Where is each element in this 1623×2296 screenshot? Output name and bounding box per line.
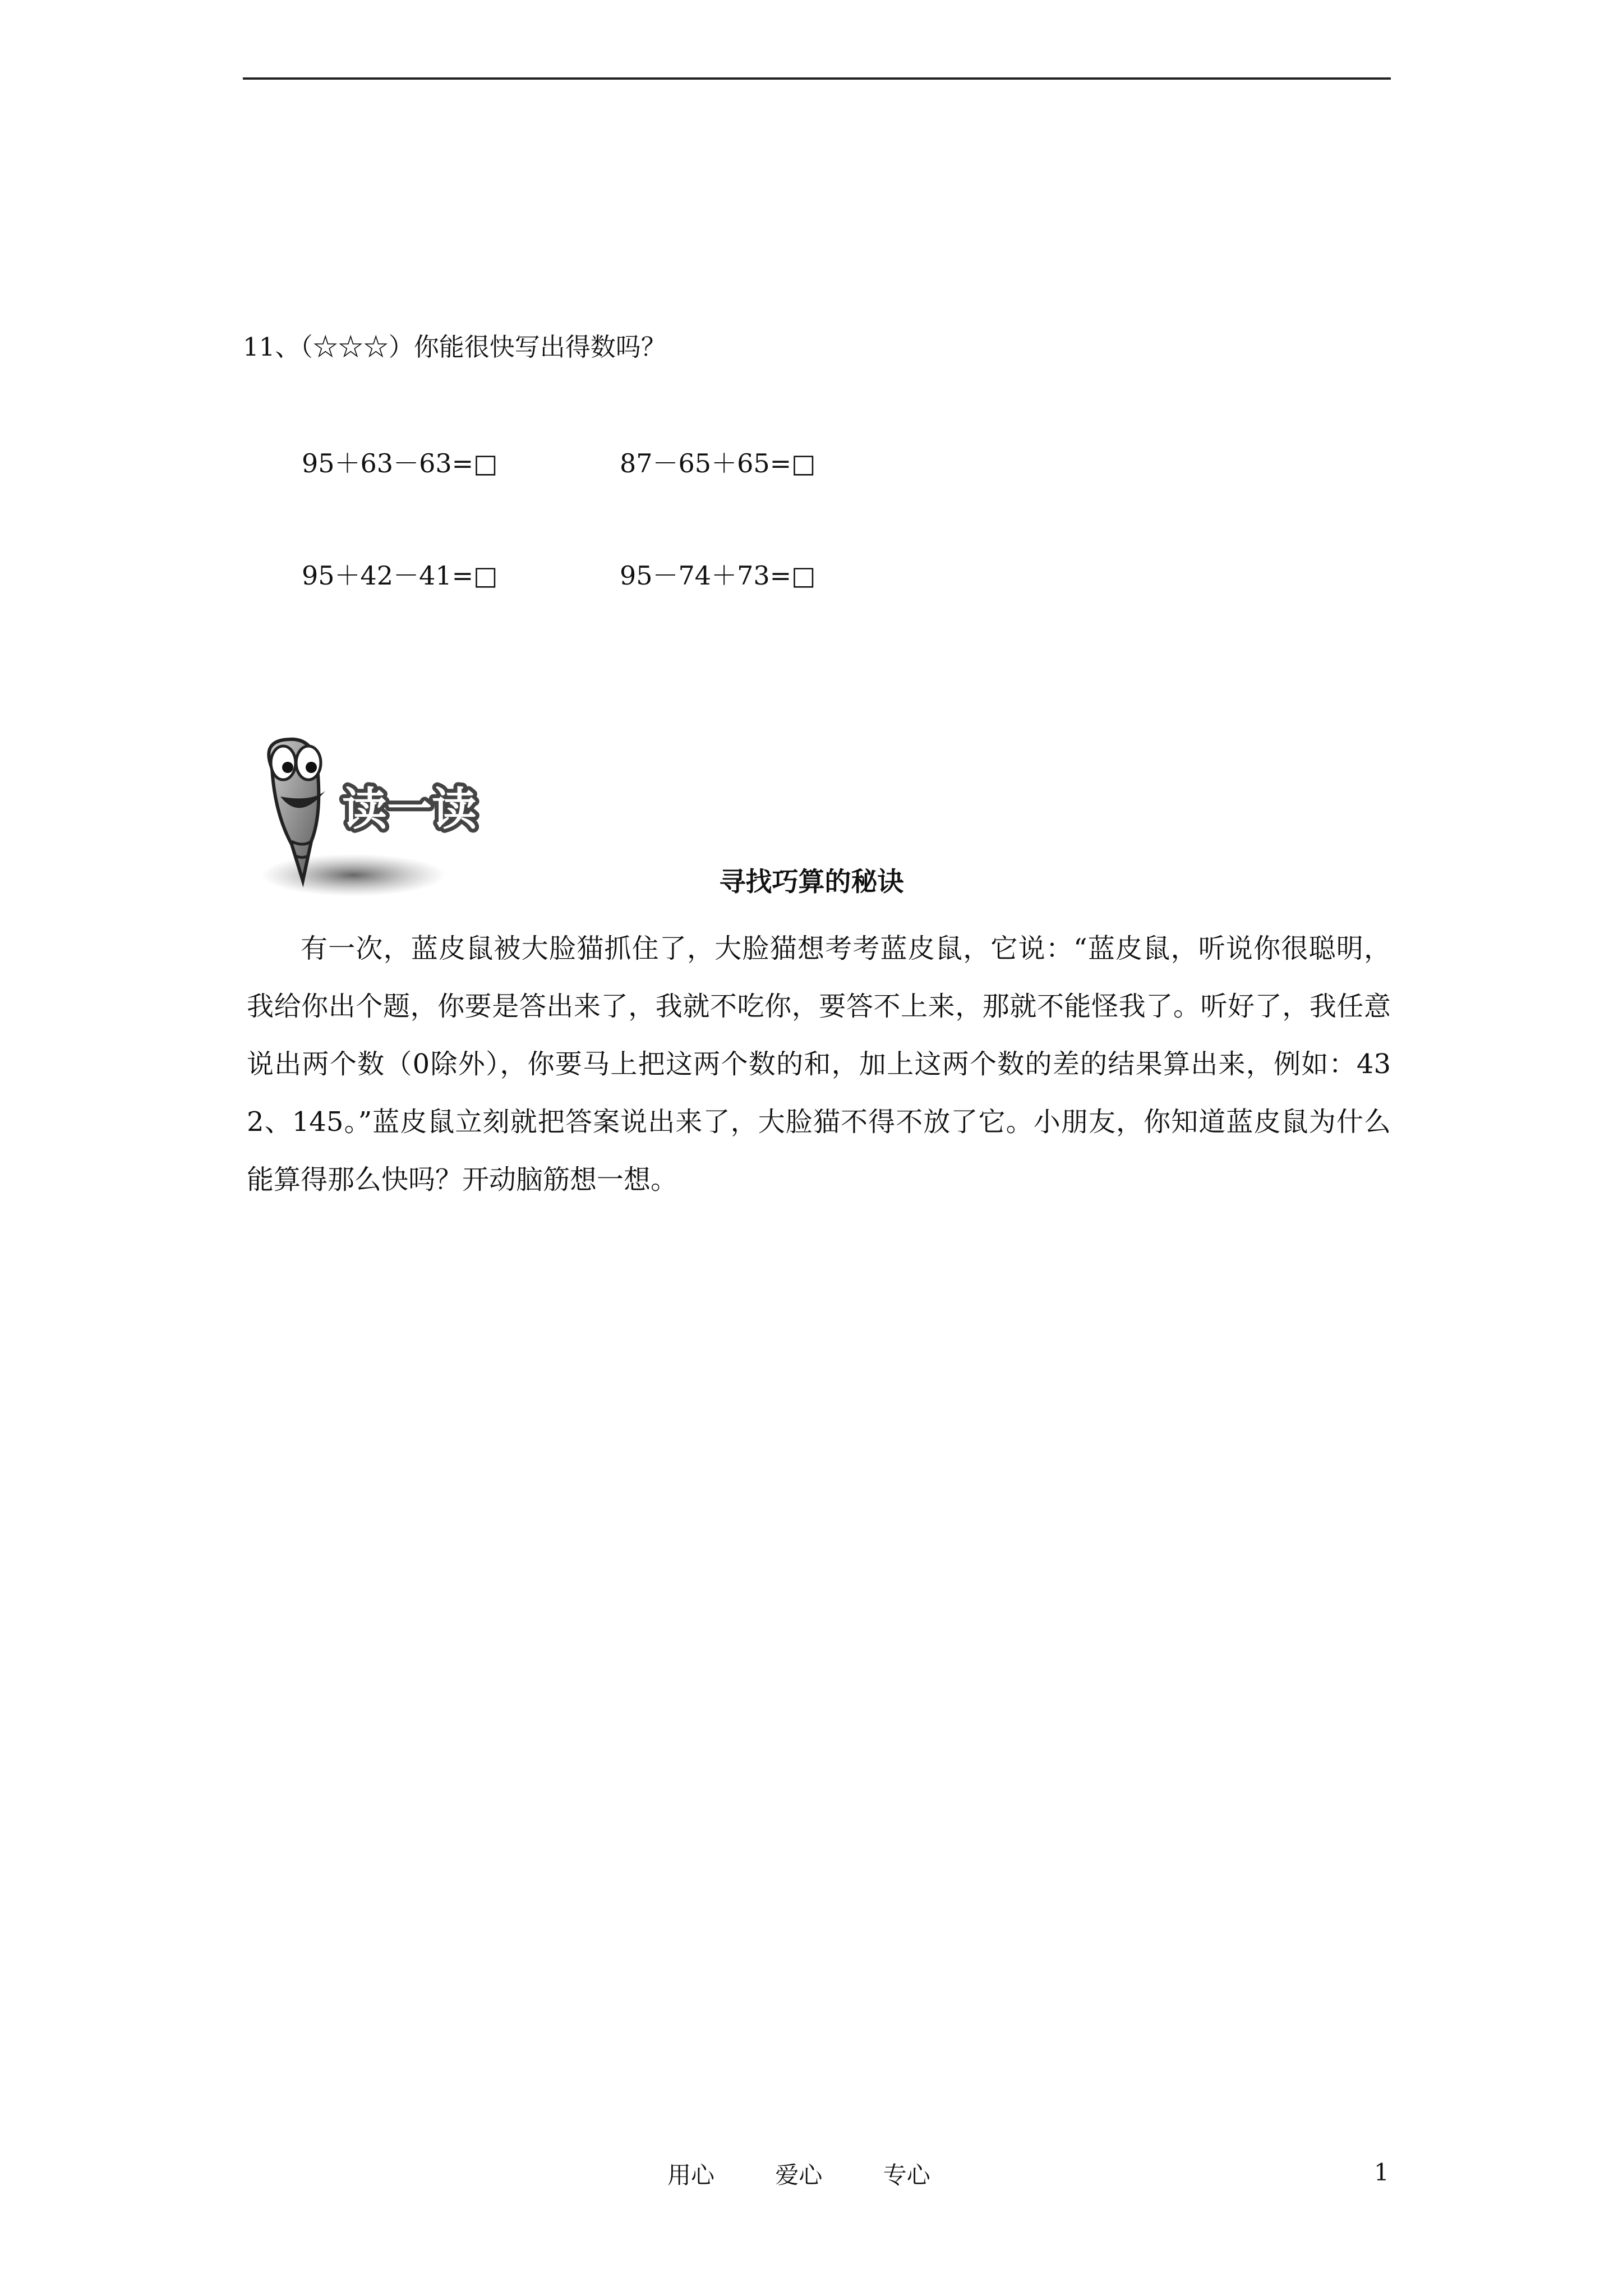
- story-body: 有一次，蓝皮鼠被大脸猫抓住了，大脸猫想考考蓝皮鼠，它说：“蓝皮鼠，听说你很聪明，我给你出个题，你要是答出来了，我就不吃你，要答不上来，那就不能怪我了。听好了，我任意说出两个数（0除外），你要马上把这两个数的和，加上这两个数的差的结果算出来，例如：432、145。”蓝皮鼠立刻就把答案说出来了，大脸猫不得不放了它。小朋友，你知道蓝皮鼠为什么能算得那么快吗？开动脑筋想一想。: [247, 933, 1391, 1195]
- footer-item-3: 专心: [883, 2161, 930, 2189]
- footer-item-1: 用心: [667, 2161, 715, 2189]
- svg-text:读一读: 读一读: [342, 783, 477, 835]
- story-title: 寻找巧算的秘诀: [719, 867, 904, 898]
- footer-motto: [667, 2157, 930, 2191]
- equation-3: 95＋42－41=□: [302, 560, 498, 591]
- question-11: [243, 326, 666, 363]
- question-text: 你能很快写出得数吗？: [413, 332, 666, 362]
- footer-item-2: 爱心: [775, 2161, 823, 2189]
- equation-4: 95－74＋73=□: [620, 560, 816, 591]
- read-banner-label: [342, 783, 477, 835]
- equation-2: 87－65＋65=□: [620, 448, 816, 478]
- question-number: 11、: [243, 332, 301, 362]
- page-number: 1: [1374, 2159, 1389, 2186]
- difficulty-stars: （☆☆☆）: [300, 332, 414, 362]
- equation-1: 95＋63－63=□: [302, 448, 498, 478]
- header-rule: [243, 77, 1391, 80]
